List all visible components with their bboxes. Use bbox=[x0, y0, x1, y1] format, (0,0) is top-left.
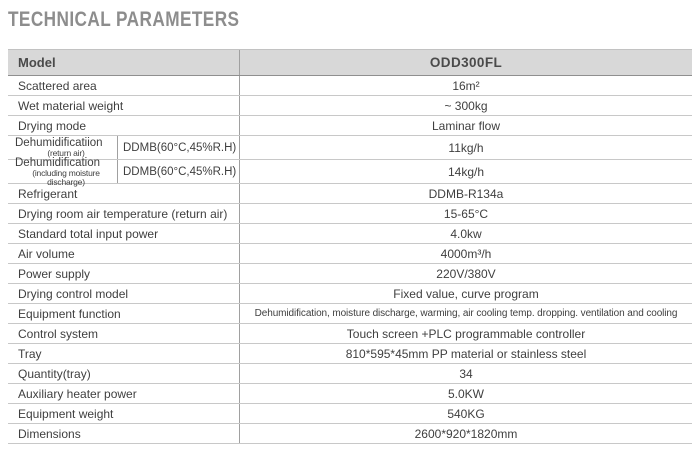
parameter-name-text: Drying mode bbox=[18, 118, 87, 133]
table-row bbox=[8, 364, 692, 384]
parameter-name bbox=[8, 96, 240, 115]
parameter-name bbox=[8, 384, 240, 403]
parameter-value: 16m² bbox=[452, 78, 480, 93]
parameter-name-text: Drying control model bbox=[18, 286, 129, 301]
table-row bbox=[8, 424, 692, 444]
table-row bbox=[8, 184, 692, 204]
table-row bbox=[8, 116, 692, 136]
parameters-table bbox=[8, 49, 692, 444]
parameter-name-text: Auxiliary heater power bbox=[18, 386, 137, 401]
parameter-name bbox=[8, 184, 240, 203]
parameter-value: 11kg/h bbox=[448, 140, 484, 155]
parameter-value: 540KG bbox=[447, 406, 485, 421]
parameter-name bbox=[8, 76, 240, 95]
parameter-value: 4.0kw bbox=[450, 226, 482, 241]
parameter-name bbox=[8, 364, 240, 383]
page-title: TECHNICAL PARAMETERS bbox=[8, 8, 240, 31]
parameter-name-text: Dehumidificatiion bbox=[15, 137, 103, 149]
parameter-name-text: Control system bbox=[18, 326, 99, 341]
parameter-value: 15-65°C bbox=[443, 206, 489, 221]
test-condition: DDMB(60°C,45%R.H) bbox=[118, 160, 240, 183]
table-header-row bbox=[8, 50, 692, 76]
table-row bbox=[8, 404, 692, 424]
parameter-name bbox=[8, 224, 240, 243]
table-row bbox=[8, 244, 692, 264]
parameter-name bbox=[8, 244, 240, 263]
parameter-name-subtext: (return air) bbox=[47, 148, 85, 159]
table-row bbox=[8, 304, 692, 324]
table-row bbox=[8, 284, 692, 304]
parameter-name-text: Equipment function bbox=[18, 306, 121, 321]
parameter-value: Laminar flow bbox=[431, 118, 501, 133]
parameter-name bbox=[8, 404, 240, 423]
table-row bbox=[8, 224, 692, 244]
parameter-name-text: Equipment weight bbox=[18, 406, 114, 421]
parameter-name bbox=[8, 204, 240, 223]
parameter-name-text: Standard total input power bbox=[18, 226, 159, 241]
parameter-value: Touch screen +PLC programmable controller bbox=[346, 326, 586, 341]
parameter-name-subtext: (including moisture discharge) bbox=[32, 167, 100, 187]
parameter-name bbox=[8, 264, 240, 283]
parameter-value: 810*595*45mm PP material or stainless steel bbox=[345, 346, 587, 361]
parameter-name-text: Dimensions bbox=[18, 426, 81, 441]
parameter-name-text: Drying room air temperature (return air) bbox=[18, 206, 228, 221]
test-condition: DDMB(60°C,45%R.H) bbox=[118, 136, 240, 159]
table-row bbox=[8, 264, 692, 284]
header-model-value: ODD300FL bbox=[429, 55, 503, 70]
parameter-name-text: Wet material weight bbox=[18, 98, 124, 113]
parameter-name-text: Scattered area bbox=[18, 78, 97, 93]
table-row bbox=[8, 76, 692, 96]
parameter-name-text: Tray bbox=[18, 346, 42, 361]
parameter-value: 2600*920*1820mm bbox=[414, 426, 518, 441]
parameter-name bbox=[8, 424, 240, 443]
header-model-label: Model bbox=[8, 50, 240, 75]
table-row bbox=[8, 384, 692, 404]
parameter-name-text: Air volume bbox=[18, 246, 75, 261]
parameter-name bbox=[8, 116, 240, 135]
parameter-name bbox=[8, 136, 118, 159]
parameter-name-text: Quantity(tray) bbox=[18, 366, 91, 381]
parameter-value: Dehumidification, moisture discharge, warming, air cooling temp. dropping. ventilation and cooling bbox=[254, 308, 678, 319]
table-row bbox=[8, 324, 692, 344]
parameter-name bbox=[8, 304, 240, 323]
table-row bbox=[8, 96, 692, 116]
page bbox=[0, 8, 700, 450]
parameter-name bbox=[8, 284, 240, 303]
parameter-value: 34 bbox=[459, 366, 473, 381]
parameter-value: 14kg/h bbox=[447, 164, 485, 179]
parameter-name-text: Dehumidification bbox=[15, 156, 101, 169]
parameter-value: ~ 300kg bbox=[444, 98, 488, 113]
parameter-name bbox=[8, 344, 240, 363]
table-row bbox=[8, 344, 692, 364]
table-row bbox=[8, 204, 692, 224]
parameter-value: 5.0KW bbox=[447, 386, 484, 401]
table-body bbox=[8, 76, 692, 444]
table-row bbox=[8, 156, 692, 187]
parameter-name bbox=[8, 156, 118, 187]
parameter-value: 220V/380V bbox=[436, 266, 496, 281]
parameter-value: 4000m³/h bbox=[440, 246, 492, 261]
parameter-value: DDMB-R134a bbox=[428, 186, 504, 201]
parameter-name bbox=[8, 324, 240, 343]
parameter-name-text: Refrigerant bbox=[18, 186, 78, 201]
parameter-name-text: Power supply bbox=[18, 266, 91, 281]
parameter-value: Fixed value, curve program bbox=[393, 286, 539, 301]
